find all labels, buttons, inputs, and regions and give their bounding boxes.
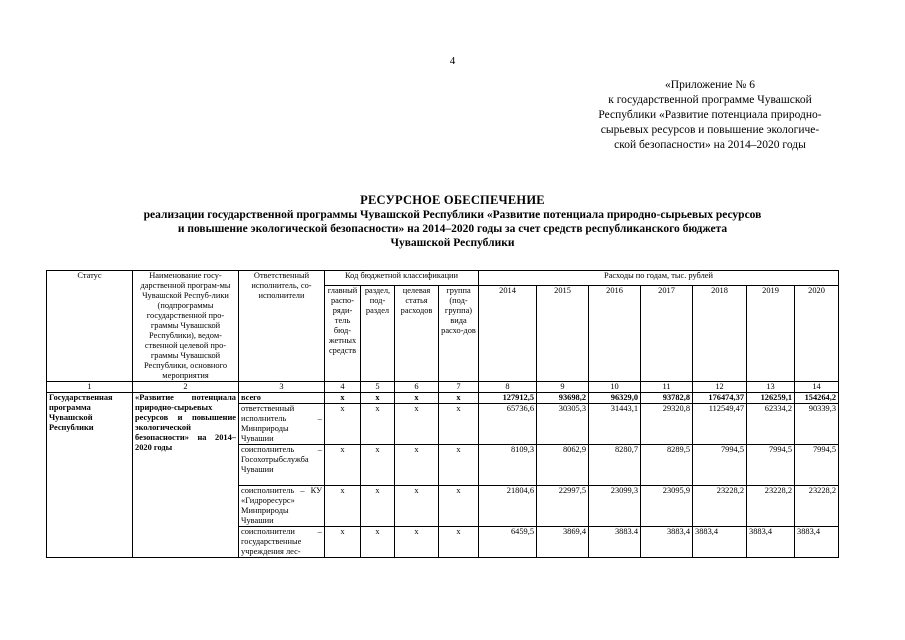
- row-value: 62334,2: [747, 404, 795, 445]
- row-executor: соисполнители – государственные учреждения лес-: [239, 527, 325, 558]
- header-year: 2017: [641, 285, 693, 381]
- header-year: 2014: [479, 285, 537, 381]
- row-code: х: [395, 486, 439, 527]
- column-number: 1: [47, 382, 133, 393]
- row-code: х: [325, 527, 361, 558]
- column-number: 12: [693, 382, 747, 393]
- row-value: 23099,3: [589, 486, 641, 527]
- row-value: 22997,5: [537, 486, 589, 527]
- header-executor: Ответственный исполнитель, со-исполнители: [239, 271, 325, 382]
- document-heading: [0, 192, 905, 250]
- header-year: 2020: [795, 285, 839, 381]
- row-value: 8062,9: [537, 445, 589, 486]
- row-value: 7994,5: [693, 445, 747, 486]
- row-value: 3869,4: [537, 527, 589, 558]
- row-value: 29320,8: [641, 404, 693, 445]
- row-value: 7994,5: [747, 445, 795, 486]
- row-value: 23228,2: [795, 486, 839, 527]
- row-value: 23095,9: [641, 486, 693, 527]
- row-code: х: [325, 445, 361, 486]
- row-value: 154264,2: [795, 393, 839, 404]
- row-executor: соисполнитель – Госохотрыбслужба Чувашии: [239, 445, 325, 486]
- row-value: 23228,2: [747, 486, 795, 527]
- column-number: 10: [589, 382, 641, 393]
- header-year: 2015: [537, 285, 589, 381]
- row-value: 8280,7: [589, 445, 641, 486]
- heading-title: РЕСУРСНОЕ ОБЕСПЕЧЕНИЕ: [360, 193, 545, 207]
- row-code: х: [395, 393, 439, 404]
- column-number: 8: [479, 382, 537, 393]
- appendix-caption: [560, 78, 860, 153]
- row-code: х: [325, 404, 361, 445]
- row-value: 93698,2: [537, 393, 589, 404]
- row-value: 6459,5: [479, 527, 537, 558]
- row-code: х: [395, 527, 439, 558]
- heading-line: Чувашской Республики: [390, 237, 515, 249]
- header-year: 2019: [747, 285, 795, 381]
- row-value: 30305,3: [537, 404, 589, 445]
- program-name: «Развитие потенциала природно-сырьевых ресурсов и повышение экологической безопасности» на 2014–2020 годы: [133, 393, 239, 558]
- header-status: Статус: [47, 271, 133, 382]
- row-code: х: [325, 393, 361, 404]
- row-value: 126259,1: [747, 393, 795, 404]
- row-value: 21804,6: [479, 486, 537, 527]
- row-value: 127912,5: [479, 393, 537, 404]
- header-code-section: раздел, под-раздел: [361, 285, 395, 381]
- row-value: 8289,5: [641, 445, 693, 486]
- header-code-group: группа (под-группа) вида расхо-дов: [439, 285, 479, 381]
- row-code: х: [361, 527, 395, 558]
- row-value: 23228,2: [693, 486, 747, 527]
- column-number: 9: [537, 382, 589, 393]
- column-number: 6: [395, 382, 439, 393]
- row-code: х: [361, 445, 395, 486]
- row-code: х: [395, 445, 439, 486]
- column-number: 5: [361, 382, 395, 393]
- column-number: 2: [133, 382, 239, 393]
- row-code: х: [325, 486, 361, 527]
- column-number: 3: [239, 382, 325, 393]
- row-value: 93782,8: [641, 393, 693, 404]
- header-code-target: целевая статья расходов: [395, 285, 439, 381]
- program-status: Государственная программа Чувашской Республики: [47, 393, 133, 558]
- heading-line: реализации государственной программы Чувашской Республики «Развитие потенциала природно-сырьевых ресурсов: [143, 209, 762, 221]
- heading-line: и повышение экологической безопасности» на 2014–2020 годы за счет средств республиканского бюджета: [177, 223, 728, 235]
- header-name: Наименование госу-дарственной програм-мы Чувашской Респуб-лики (подпрограммы государственной про-граммы Чувашской Республики), ведом-ственной целевой про-граммы Чувашской Республики, основного мероприятия: [133, 271, 239, 382]
- appendix-line: «Приложение № 6: [665, 79, 755, 91]
- header-expenses: Расходы по годам, тыс. рублей: [479, 271, 839, 286]
- row-value: 3883,4: [693, 527, 747, 558]
- row-code: х: [439, 486, 479, 527]
- column-number: 14: [795, 382, 839, 393]
- column-number: 11: [641, 382, 693, 393]
- row-code: х: [439, 393, 479, 404]
- header-year: 2016: [589, 285, 641, 381]
- resource-table: [46, 270, 839, 558]
- row-code: х: [361, 486, 395, 527]
- appendix-line: ской безопасности» на 2014–2020 годы: [614, 139, 806, 151]
- row-executor: соисполнитель – КУ «Гидроресурс» Минприроды Чувашии: [239, 486, 325, 527]
- row-executor: всего: [239, 393, 325, 404]
- column-number: 7: [439, 382, 479, 393]
- row-value: 3883,4: [641, 527, 693, 558]
- column-number: 4: [325, 382, 361, 393]
- page-number: 4: [449, 55, 456, 67]
- header-year: 2018: [693, 285, 747, 381]
- row-value: 96329,0: [589, 393, 641, 404]
- appendix-line: сырьевых ресурсов и повышение экологиче-: [600, 124, 820, 136]
- appendix-line: к государственной программе Чувашской: [608, 94, 812, 106]
- row-code: х: [439, 527, 479, 558]
- row-value: 8109,3: [479, 445, 537, 486]
- table-row: [47, 393, 839, 404]
- row-value: 3883.4: [589, 527, 641, 558]
- row-code: х: [439, 445, 479, 486]
- column-number: 13: [747, 382, 795, 393]
- row-value: 112549,47: [693, 404, 747, 445]
- appendix-line: Республики «Развитие потенциала природно-: [598, 109, 822, 121]
- row-code: х: [395, 404, 439, 445]
- row-value: 90339,3: [795, 404, 839, 445]
- header-code-main: главный распо-ряди-тель бюд-жетных средств: [325, 285, 361, 381]
- row-value: 3883,4: [747, 527, 795, 558]
- column-number-row: [47, 382, 839, 393]
- row-code: х: [439, 404, 479, 445]
- row-value: 31443,1: [589, 404, 641, 445]
- row-value: 3883,4: [795, 527, 839, 558]
- row-value: 65736,6: [479, 404, 537, 445]
- row-value: 176474,37: [693, 393, 747, 404]
- row-code: х: [361, 393, 395, 404]
- row-code: х: [361, 404, 395, 445]
- row-value: 7994,5: [795, 445, 839, 486]
- header-budget-code: Код бюджетной классификации: [325, 271, 479, 286]
- row-executor: ответственный исполнитель – Минприроды Чувашии: [239, 404, 325, 445]
